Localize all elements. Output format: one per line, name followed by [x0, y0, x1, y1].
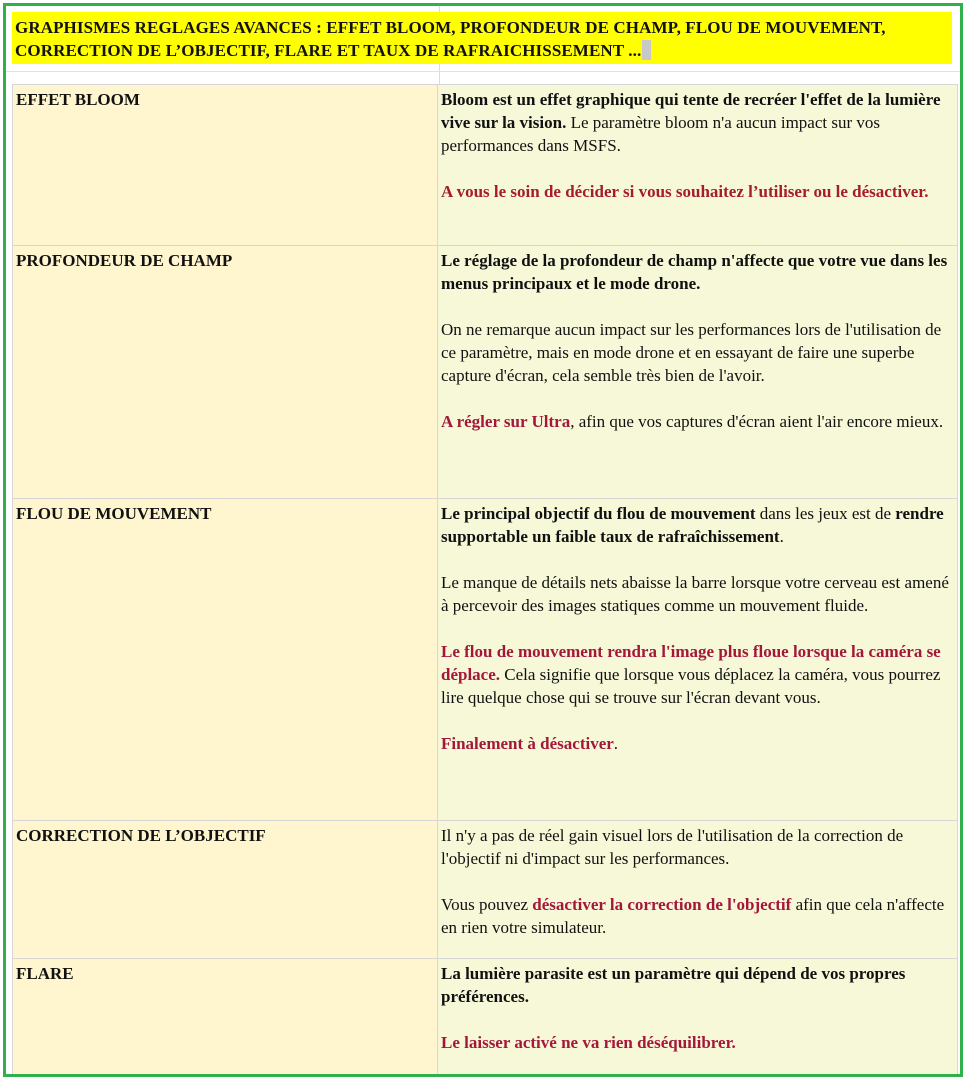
- setting-name: FLOU DE MOUVEMENT: [13, 499, 438, 821]
- page-title: [12, 12, 952, 64]
- bold-text: La lumière parasite est un paramètre qui dépend de vos propres préférences.: [441, 964, 906, 1006]
- setting-description: [438, 499, 958, 821]
- bold-text: Le principal objectif du flou de mouvement: [441, 504, 756, 523]
- table-row: [13, 246, 958, 499]
- setting-description: [438, 821, 958, 959]
- paragraph: [441, 249, 956, 295]
- table-row: [13, 959, 958, 1078]
- setting-name: CORRECTION DE L’OBJECTIF: [13, 821, 438, 959]
- setting-description: [438, 85, 958, 246]
- paragraph: [441, 732, 956, 755]
- paragraph: [441, 502, 956, 548]
- paragraph: [441, 824, 956, 870]
- bold-text: Le réglage de la profondeur de champ n'affecte que votre vue dans les menus principaux et le mode drone.: [441, 251, 948, 293]
- body-text: Cela signifie que lorsque vous déplacez la caméra, vous pourrez lire quelque chose qui se trouve sur l'écran devant vous.: [441, 665, 941, 707]
- setting-name: EFFET BLOOM: [13, 85, 438, 246]
- highlight-text: A régler sur Ultra: [441, 412, 571, 431]
- highlight-text: Le laisser activé ne va rien déséquilibrer.: [441, 1033, 736, 1052]
- table-row: [13, 821, 958, 959]
- highlight-text: désactiver la correction de l'objectif: [532, 895, 792, 914]
- body-text: Le paramètre bloom n'a aucun impact sur vos performances dans MSFS.: [441, 113, 881, 155]
- body-text: .: [779, 527, 784, 546]
- paragraph: [441, 893, 956, 939]
- body-text: Le manque de détails nets abaisse la barre lorsque votre cerveau est amené à percevoir des images statiques comme un mouvement fluide.: [441, 573, 949, 615]
- highlight-text: Le flou de mouvement rendra l'image plus floue lorsque la caméra se déplace.: [441, 642, 941, 684]
- body-text: , afin que vos captures d'écran aient l'air encore mieux.: [570, 412, 944, 431]
- bold-text: Bloom est un effet graphique qui tente de recréer l'effet de la lumière vive sur la vision.: [441, 90, 941, 132]
- sheet-gridline: [6, 71, 960, 72]
- settings-table: [12, 84, 958, 1077]
- paragraph: [441, 180, 956, 203]
- paragraph: [441, 571, 956, 617]
- paragraph: [441, 88, 956, 157]
- setting-name: PROFONDEUR DE CHAMP: [13, 246, 438, 499]
- paragraph: [441, 640, 956, 709]
- setting-name: FLARE: [13, 959, 438, 1078]
- page-title-text: GRAPHISMES REGLAGES AVANCES : EFFET BLOOM, PROFONDEUR DE CHAMP, FLOU DE MOUVEMENT, CORRECTION DE L’OBJECTIF, FLARE ET TAUX DE RAFRAICHISSEMENT ...: [15, 18, 886, 60]
- setting-description: [438, 246, 958, 499]
- paragraph: [441, 1031, 956, 1054]
- body-text: dans les jeux est de: [755, 504, 896, 523]
- paragraph: [441, 318, 956, 387]
- text-cursor: [642, 40, 651, 60]
- setting-description: [438, 959, 958, 1078]
- body-text: On ne remarque aucun impact sur les performances lors de l'utilisation de ce paramètre, mais en mode drone et en essayant de faire une superbe capture d'écran, cela semble très bien de l'avoir.: [441, 320, 942, 385]
- body-text: .: [613, 734, 619, 753]
- highlight-text: A vous le soin de décider si vous souhaitez l’utiliser ou le désactiver.: [441, 182, 929, 201]
- highlight-text: Finalement à désactiver: [441, 734, 614, 753]
- document-frame: [3, 3, 963, 1077]
- body-text: afin que cela n'affecte en rien votre simulateur.: [441, 895, 945, 937]
- body-text: Vous pouvez: [441, 895, 533, 914]
- body-text: Il n'y a pas de réel gain visuel lors de l'utilisation de la correction de l'objectif ni d'impact sur les performances.: [441, 826, 904, 868]
- paragraph: [441, 410, 956, 433]
- paragraph: [441, 962, 956, 1008]
- table-row: [13, 85, 958, 246]
- table-row: [13, 499, 958, 821]
- bold-text: rendre supportable un faible taux de rafraîchissement: [441, 504, 944, 546]
